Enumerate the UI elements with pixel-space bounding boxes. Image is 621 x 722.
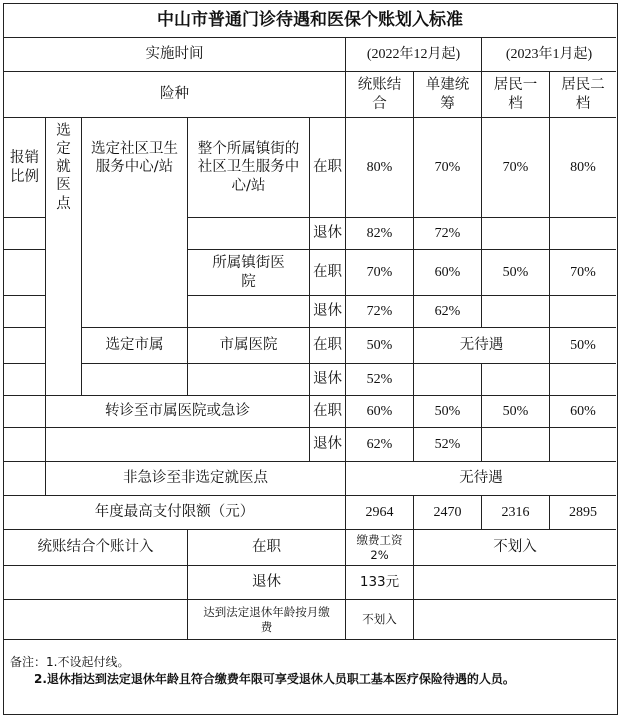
status-retired: 退休: [310, 296, 346, 328]
account-retired-label: 退休: [188, 566, 346, 600]
note-1: 1.不设起付线。: [46, 655, 130, 669]
rate-cell: 72%: [346, 296, 414, 328]
rate-cell: 72%: [414, 218, 482, 250]
rate-cell: 70%: [414, 118, 482, 218]
status-employed: 在职: [310, 250, 346, 296]
selected-city-label: 选定市属: [82, 328, 188, 364]
rate-cell: 80%: [346, 118, 414, 218]
status-employed: 在职: [310, 396, 346, 428]
page-title: 中山市普通门诊待遇和医保个账划入标准: [4, 4, 616, 38]
blank-cell: [414, 566, 616, 600]
annual-limit-label: 年度最高支付限额（元）: [4, 496, 346, 530]
blank-cell: [188, 364, 310, 396]
referral-label: 转诊至市属医院或急诊: [46, 396, 310, 428]
blank-cell: [482, 428, 550, 462]
date-2023: (2023年1月起): [482, 38, 616, 72]
status-retired: 退休: [310, 428, 346, 462]
date-2022: (2022年12月起): [346, 38, 482, 72]
limit-cell: 2895: [550, 496, 616, 530]
blank-cell: [4, 462, 46, 496]
rate-cell: 62%: [414, 296, 482, 328]
selected-point-label: 选定就医点: [46, 118, 82, 396]
limit-cell: 2470: [414, 496, 482, 530]
insurance-table: [3, 3, 618, 715]
non-emergency-label: 非急诊至非选定就医点: [46, 462, 346, 496]
col-standalone: 单建统筹: [414, 72, 482, 118]
blank-cell: [4, 296, 46, 328]
account-employed-label: 在职: [188, 530, 346, 566]
blank-cell: [4, 250, 46, 296]
blank-cell: [4, 328, 46, 364]
blank-cell: [550, 364, 616, 396]
note-line-1: [10, 654, 610, 671]
blank-cell: [82, 364, 188, 396]
col-resident2: 居民二档: [550, 72, 616, 118]
blank-cell: [4, 428, 46, 462]
rate-cell: 60%: [550, 396, 616, 428]
city-hospital-label: 市属医院: [188, 328, 310, 364]
col-resident1: 居民一档: [482, 72, 550, 118]
rate-cell: 62%: [346, 428, 414, 462]
rate-cell: 70%: [346, 250, 414, 296]
rate-cell: 80%: [550, 118, 616, 218]
blank-cell: [482, 296, 550, 328]
notes: [10, 654, 610, 689]
col-combined: 统账结合: [346, 72, 414, 118]
account-not-credited: 不划入: [414, 530, 616, 566]
rate-cell: 52%: [346, 364, 414, 396]
blank-cell: [414, 600, 616, 640]
impl-time-label: 实施时间: [4, 38, 346, 72]
legal-age-label: 达到法定退休年龄按月缴费: [188, 600, 346, 640]
rate-cell: 70%: [482, 118, 550, 218]
blank-cell: [4, 600, 188, 640]
blank-cell: [4, 364, 46, 396]
account-retired-value: 133元: [346, 566, 414, 600]
blank-cell: [188, 296, 310, 328]
blank-cell: [482, 218, 550, 250]
status-retired: 退休: [310, 218, 346, 250]
rate-cell: 70%: [550, 250, 616, 296]
limit-cell: 2964: [346, 496, 414, 530]
blank-cell: [550, 296, 616, 328]
insurance-type-label: 险种: [4, 72, 346, 118]
blank-cell: [550, 218, 616, 250]
blank-cell: [414, 364, 482, 396]
rate-cell: 50%: [346, 328, 414, 364]
status-retired: 退休: [310, 364, 346, 396]
legal-age-value: 不划入: [346, 600, 414, 640]
status-employed: 在职: [310, 328, 346, 364]
rate-cell: 82%: [346, 218, 414, 250]
blank-cell: [46, 428, 310, 462]
no-benefit-cell: 无待遇: [346, 462, 616, 496]
rate-cell: 50%: [550, 328, 616, 364]
community-center-label: 选定社区卫生服务中心/站: [82, 118, 188, 328]
blank-cell: [550, 428, 616, 462]
reimb-ratio-label: 报销比例: [4, 118, 46, 218]
whole-town-center-label: 整个所属镇街的社区卫生服务中心/站: [188, 118, 310, 218]
blank-cell: [482, 364, 550, 396]
blank-cell: [4, 218, 46, 250]
account-credit-label: 统账结合个账计入: [4, 530, 188, 566]
status-employed: 在职: [310, 118, 346, 218]
blank-cell: [4, 566, 188, 600]
town-hospital-label: 所属镇街医院: [188, 250, 310, 296]
rate-cell: 50%: [414, 396, 482, 428]
rate-cell: 50%: [482, 396, 550, 428]
rate-cell: 60%: [346, 396, 414, 428]
rate-cell: 60%: [414, 250, 482, 296]
rate-cell: 52%: [414, 428, 482, 462]
limit-cell: 2316: [482, 496, 550, 530]
no-benefit-cell: 无待遇: [414, 328, 550, 364]
account-employed-value: 缴费工资2%: [346, 530, 414, 566]
notes-prefix: 备注：: [10, 655, 47, 669]
blank-cell: [4, 396, 46, 428]
note-2: 2.退休指达到法定退休年龄且符合缴费年限可享受退休人员职工基本医疗保险待遇的人员。: [34, 672, 515, 687]
blank-cell: [188, 218, 310, 250]
rate-cell: 50%: [482, 250, 550, 296]
